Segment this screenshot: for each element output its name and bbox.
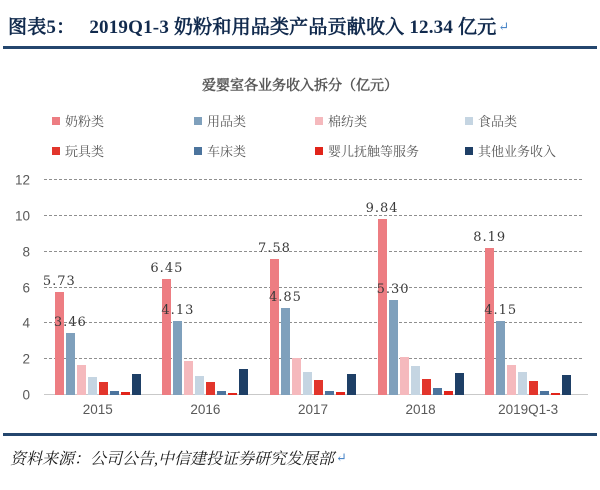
bar [217,391,226,395]
source-text: 资料来源：公司公告,中信建投证券研究发展部 [10,451,335,468]
legend-item [52,141,194,160]
legend-item [52,111,194,130]
legend-swatch-icon [194,117,202,125]
bar-value-label: 4.15 [484,302,518,318]
y-tick-label: 10 [14,208,30,224]
x-tick-label: 2016 [190,402,221,417]
bar [389,300,398,395]
source-note [10,446,600,469]
figure-title: 2019Q1-3 奶粉和用品类产品贡献收入 12.34 亿元 [89,17,497,38]
bar [562,375,571,395]
legend-item [465,111,600,130]
bar-group [474,180,582,395]
bar [455,373,464,395]
footer-divider [3,433,597,436]
y-tick-label: 6 [22,280,30,295]
bar [411,366,420,395]
x-axis [44,402,582,417]
legend-label: 奶粉类 [65,114,105,129]
return-anchor-icon: ↵ [498,19,510,34]
bar-group [44,180,152,395]
bar-value-label: 6.45 [150,261,184,277]
bar-value-label: 5.73 [42,274,76,290]
bar [551,393,560,395]
bar [529,381,538,395]
bar [184,361,193,395]
bar [540,391,549,395]
return-anchor-icon: ↵ [336,450,347,465]
legend-swatch-icon [194,147,202,155]
legend-swatch-icon [315,117,323,125]
legend-swatch-icon [315,147,323,155]
bar-value-label: 3.46 [53,315,87,331]
y-tick-label: 8 [22,244,30,260]
plot-area [44,180,582,395]
header-divider [3,46,597,49]
bar [303,372,312,395]
legend-item [465,141,600,160]
bar [422,379,431,395]
bar-value-label: 4.13 [161,303,195,319]
bar [347,374,356,396]
bar [228,393,237,395]
bar [132,374,141,396]
legend-label: 用品类 [207,114,247,129]
legend-swatch-icon [465,147,473,155]
legend-swatch-icon [52,147,60,155]
bar [270,259,279,395]
legend-item [194,111,315,130]
legend-item [194,141,315,160]
bar [518,372,527,395]
x-tick-label: 2017 [297,402,328,417]
bar [314,380,323,395]
bar [239,369,248,395]
bar [110,391,119,395]
legend-label: 食品类 [478,114,518,129]
bar [292,358,301,395]
figure-header [0,0,600,39]
bar-value-label: 7.58 [258,241,291,257]
bar [55,292,64,395]
x-tick-label: 2019Q1-3 [498,402,559,417]
x-tick-label: 2015 [82,402,113,417]
bar [378,219,387,395]
bar [77,365,86,395]
bar [485,248,494,395]
bar [281,308,290,395]
chart-title: 爱婴室各业务收入拆分（亿元） [202,77,398,93]
bar [206,382,215,395]
legend-item [315,111,465,130]
legend-label: 其他业务收入 [478,144,557,159]
chart-legend [52,111,600,160]
legend-label: 棉纺类 [328,114,368,129]
legend-label: 车床类 [207,144,247,159]
bar-group [259,180,367,395]
legend-swatch-icon [52,117,60,125]
y-tick-label: 4 [22,315,30,331]
bar [162,279,171,395]
legend-swatch-icon [465,117,473,125]
plot-row [0,172,600,403]
bar [433,388,442,395]
y-tick-label: 2 [22,351,30,367]
bar [88,377,97,395]
bar-value-label: 9.84 [365,200,399,216]
bar-group [152,180,260,395]
bar-value-label: 4.85 [269,290,302,306]
bar [336,392,345,395]
bar [66,333,75,395]
y-tick-label: 12 [14,172,30,188]
legend-item [315,141,465,160]
bar [325,391,334,395]
bar-group [367,180,475,395]
bar [99,382,108,395]
y-tick-label: 0 [22,387,30,403]
legend-label: 婴儿抚触等服务 [328,144,420,159]
bar-value-label: 5.30 [376,282,410,298]
bar [496,321,505,395]
bar [173,321,182,395]
bar-value-label: 8.19 [473,230,507,246]
x-tick-label: 2018 [405,402,436,417]
bar [121,392,130,395]
bar [444,391,453,395]
bar [195,376,204,395]
y-axis [0,172,38,403]
figure-number-label: 图表5： [8,17,76,38]
legend-label: 玩具类 [65,144,105,159]
bar [400,357,409,395]
bar [507,365,516,395]
